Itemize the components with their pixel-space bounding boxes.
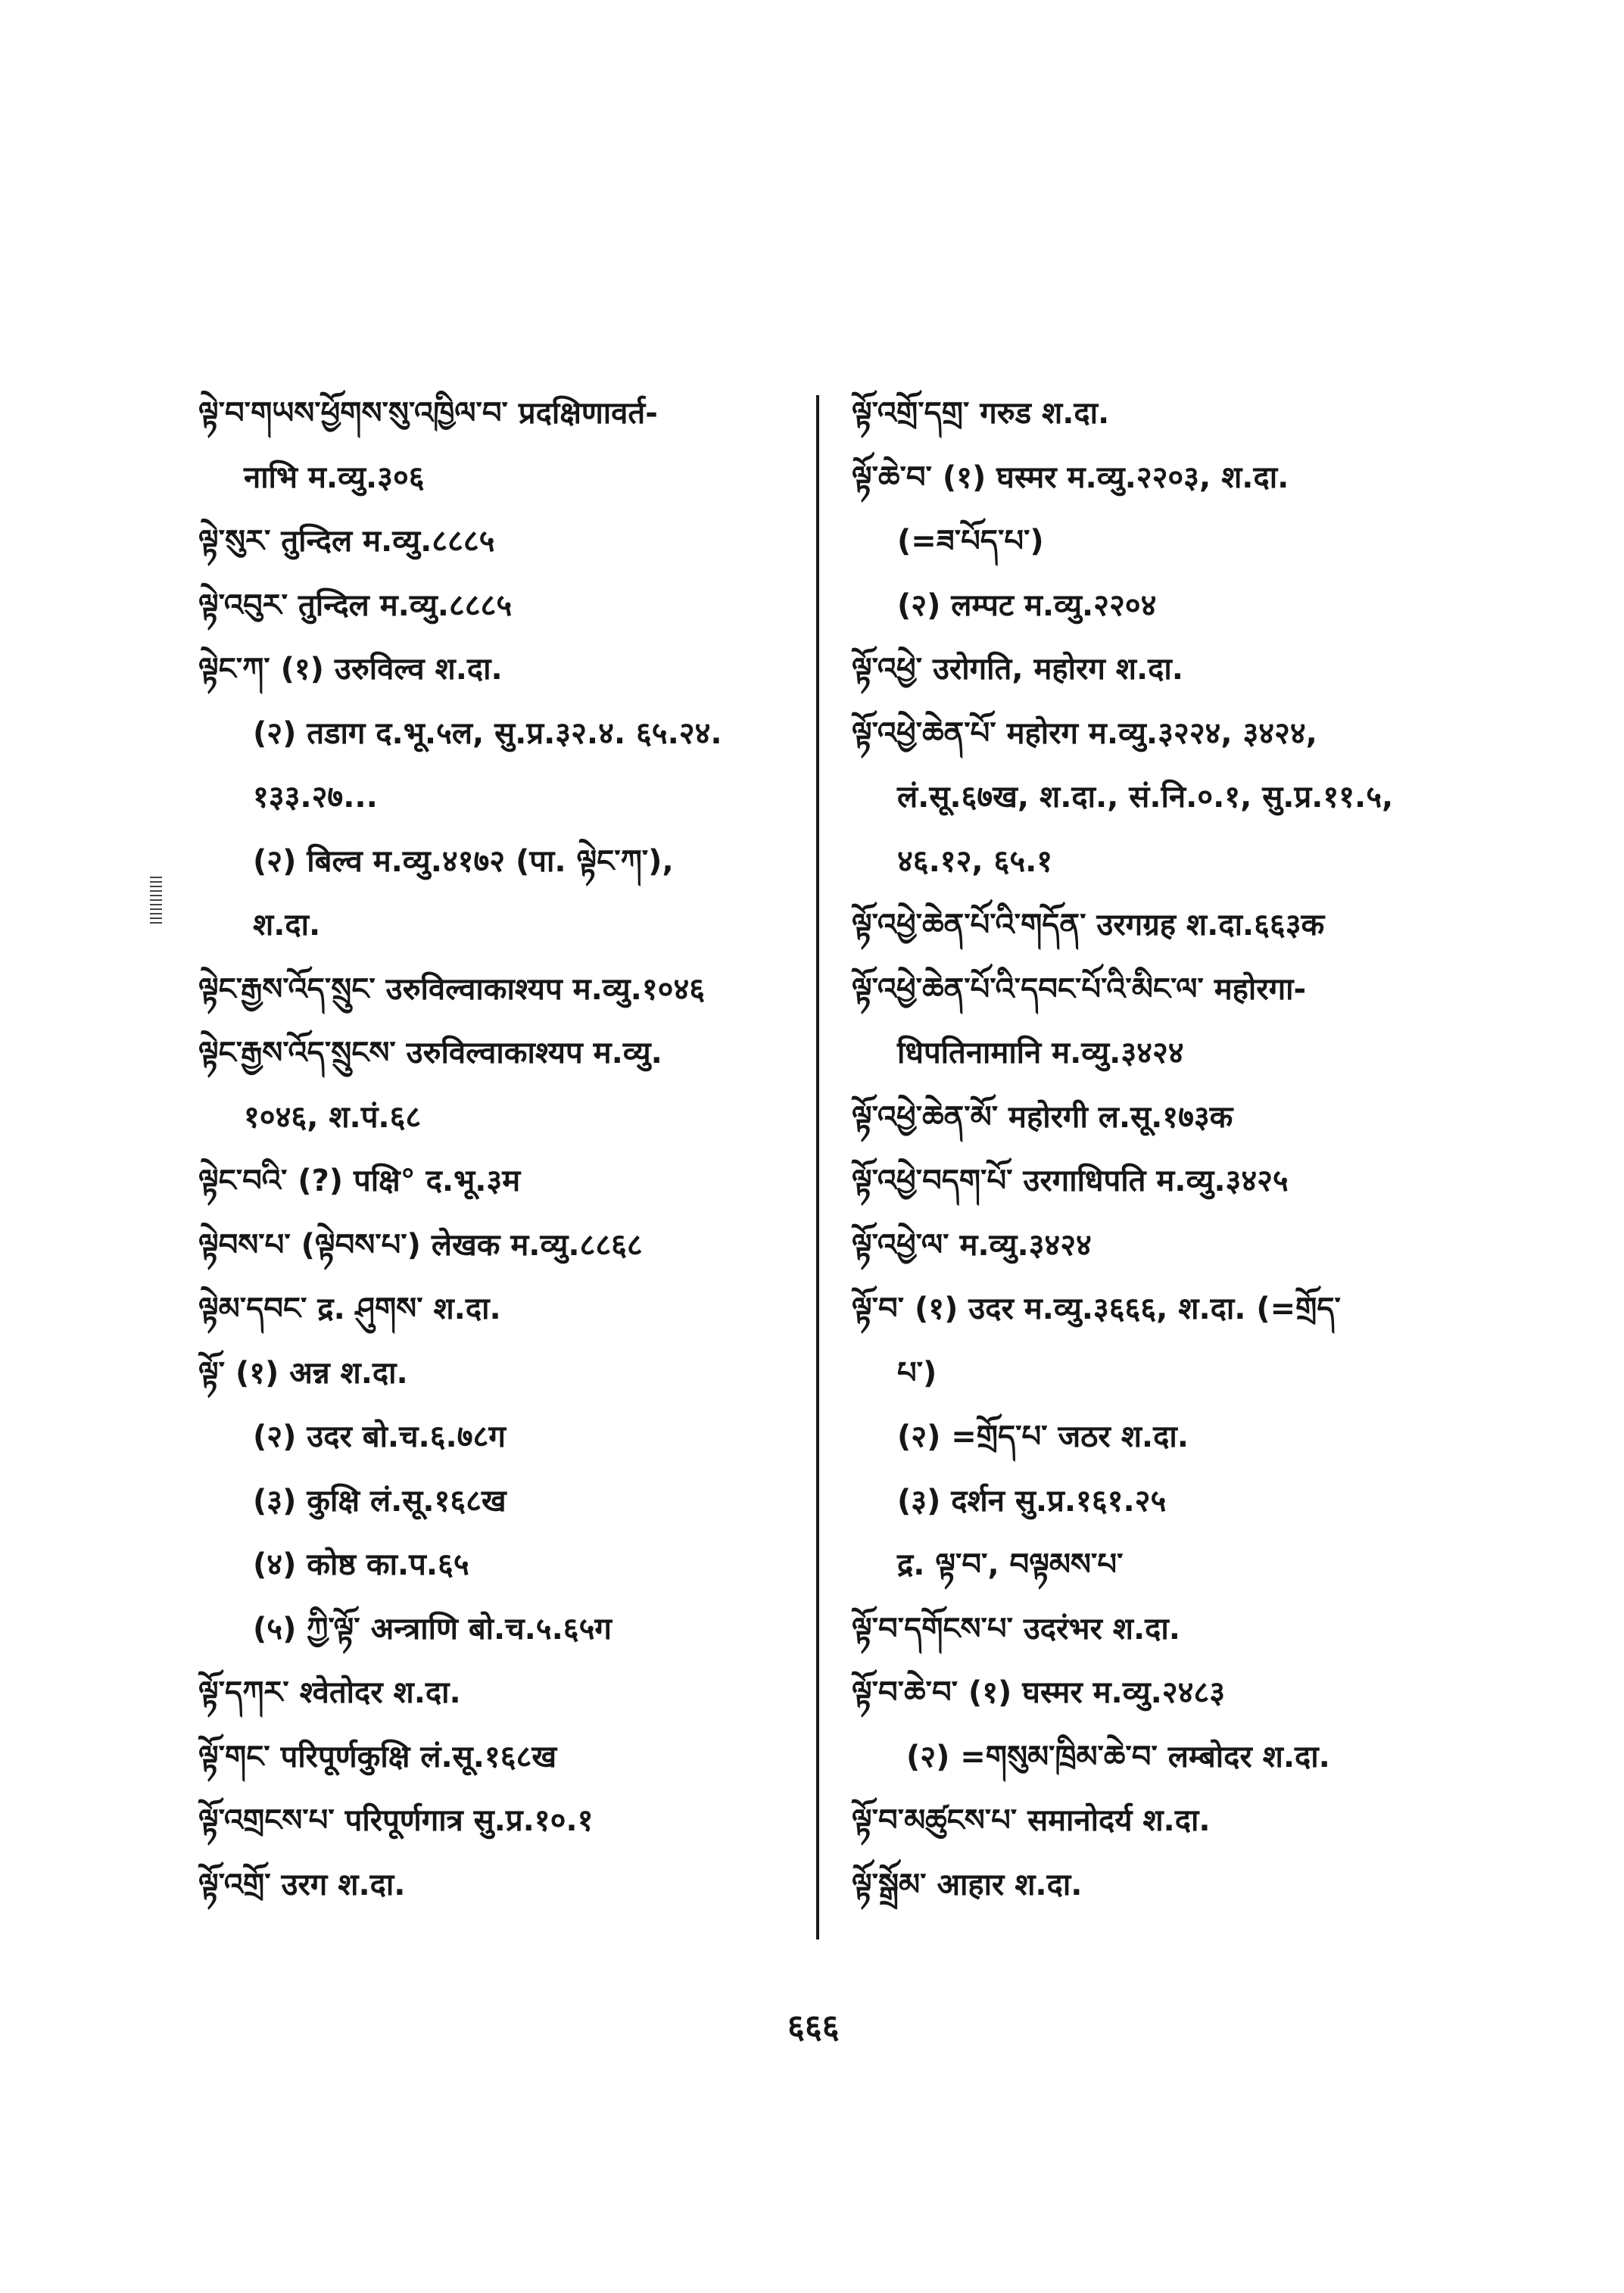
- entry-line: (२) =གྲོད་པ་ जठर श.दा.: [897, 1419, 1189, 1454]
- entry-line: ལྟེབས་པ་ (ལྟེབས་པ་) लेखक म.व्यु.८८६८: [198, 1227, 643, 1263]
- entry-line: (३) दर्शन सु.प्र.१६१.२५: [897, 1483, 1167, 1519]
- margin-mark: [150, 877, 162, 925]
- entry-line: धिपतिनामानि म.व्यु.३४२४: [897, 1036, 1184, 1070]
- entry-line: ལྟོ་ཆེ་བ་ (१) घस्मर म.व्यु.२२०३, श.दा.: [852, 460, 1289, 495]
- entry-line: ལྟེང་རྒྱས་འོད་སྲུངས་ उरुविल्वाकाश्यप म.व्यु.: [198, 1036, 662, 1070]
- entry-line: ལྟེམ་དབང་ द्र. ཤུགས་ श.दा.: [198, 1291, 501, 1326]
- entry-line: नाभि म.व्यु.३०६: [244, 460, 425, 495]
- entry-line: ལྟོ་འཕྱེ་ཆེན་པོ་འི་དབང་པོ་འི་མིང་ལ་ महोरगा-: [852, 971, 1307, 1007]
- entry-line: लं.सू.६७ख, श.दा., सं.नि.०.१, सु.प्र.११.५,: [897, 780, 1394, 815]
- entry-line: श.दा.: [253, 908, 321, 942]
- entry-line: ལྟོ་འགྲོ་ उरग श.दा.: [198, 1867, 406, 1902]
- entry-line: (२) =གསུམ་ཁྲིམ་ཆེ་བ་ लम्बोदर श.दा.: [906, 1739, 1330, 1774]
- entry-line: ལྟོ་འཕྱེ་བདག་པོ་ उरगाधिपति म.व्यु.३४२५: [852, 1164, 1289, 1198]
- entry-line: ལྟོ་འཕྱེ་ उरोगति, महोरग श.दा.: [852, 652, 1183, 687]
- entry-line: ལྟོ་འཕྱེ་ལ་ म.व्यु.३४२४: [852, 1227, 1092, 1263]
- entry-line: ལྟོ་བ་ (१) उदर म.व्यु.३६६६, श.दा. (=གྲོད་: [852, 1291, 1341, 1326]
- entry-line: द्र. ལྟ་བ་, བལྟམས་པ་: [897, 1547, 1124, 1582]
- entry-line: १०४६, श.पं.६८: [244, 1099, 422, 1135]
- entry-line: ལྟོ་འགྲོ་དགྲ་ गरुड श.दा.: [852, 396, 1110, 431]
- entry-line: ལྟེ་བ་གཡས་ཕྱོགས་སུ་འཁྱིལ་བ་ प्रदक्षिणावर्त-: [198, 396, 658, 431]
- entry-line: ལྟོ་ (१) अन्न श.दा.: [198, 1355, 408, 1391]
- entry-line: ལྟོ་འཕྱེ་ཆེན་པོ་འི་གདོན་ उरगग्रह श.दा.६६३क: [852, 908, 1325, 942]
- entry-line: १३३.२७...: [253, 780, 378, 815]
- entry-line: ལྟེང་བའི་ (?) पक्षि° द.भू.३म: [198, 1164, 521, 1198]
- entry-line: ལྟེ་སུར་ तुन्दिल म.व्यु.८८८५: [198, 524, 495, 559]
- entry-line: ལྟེ་འབུར་ तुन्दिल म.व्यु.८८८५: [198, 587, 513, 623]
- entry-line: (२) उदर बो.च.६.७८ग: [253, 1419, 506, 1454]
- entry-line: (२) बिल्व म.व्यु.४१७२ (पा. ལྟེང་ཀ་),: [253, 843, 674, 879]
- entry-line: (=ཟ་པོད་པ་): [897, 524, 1044, 559]
- entry-line: (२) लम्पट म.व्यु.२२०४: [897, 587, 1157, 623]
- entry-line: ལྟོ་དཀར་ श्वेतोदर श.दा.: [198, 1675, 461, 1710]
- entry-line: ལྟོ་བ་མཚུངས་པ་ समानोदर्य श.दा.: [852, 1803, 1211, 1838]
- entry-line: (४) कोष्ठ का.प.६५: [253, 1547, 469, 1582]
- entry-line: ལྟོ་བ་ཆེ་བ་ (१) घस्मर म.व्यु.२४८३: [852, 1675, 1226, 1710]
- entry-line: (३) कुक्षि लं.सू.१६८ख: [253, 1483, 507, 1519]
- entry-line: ४६.१२, ६५.१: [897, 843, 1053, 879]
- column-divider: [816, 395, 819, 1939]
- entry-line: ལྟོ་འཕྱེ་ཆེན་པོ་ महोरग म.व्यु.३२२४, ३४२४,: [852, 715, 1317, 751]
- entry-line: ལྟོ་བ་དགོངས་པ་ उदरंभर श.दा.: [852, 1611, 1180, 1647]
- page-number: ६६६: [787, 2008, 840, 2046]
- entry-line: ལྟོ་གང་ परिपूर्णकुक्षि लं.सू.१६८ख: [198, 1739, 557, 1774]
- entry-line: ལྟེང་ཀ་ (१) उरुविल्व श.दा.: [198, 652, 503, 687]
- entry-line: (५) ཀྱི་ལྟོ་ अन्त्राणि बो.च.५.६५ग: [253, 1611, 612, 1647]
- entry-line: ལྟོ་འགྲངས་པ་ परिपूर्णगात्र सु.प्र.१०.१: [198, 1803, 594, 1838]
- entry-line: ལྟོ་སྒྲོམ་ आहार श.दा.: [852, 1867, 1083, 1902]
- entry-line: ལྟེང་རྒྱས་འོད་སྲུང་ उरुविल्वाकाश्यप म.व्यु.१०४६: [198, 971, 706, 1007]
- entry-line: ལྟོ་འཕྱེ་ཆེན་མོ་ महोरगी ल.सू.१७३क: [852, 1099, 1233, 1135]
- entry-line: (२) तडाग द.भू.५ल, सु.प्र.३२.४. ६५.२४.: [253, 715, 722, 751]
- entry-line: པ་): [897, 1355, 937, 1391]
